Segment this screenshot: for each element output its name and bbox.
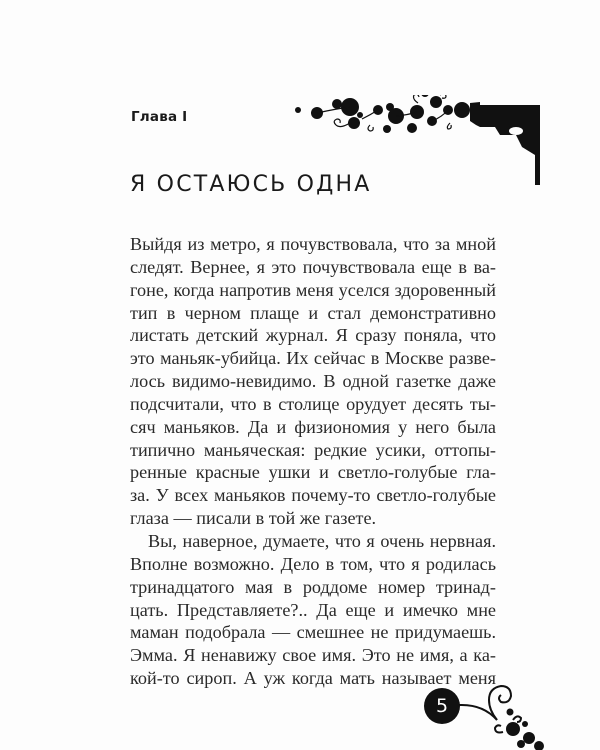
text-line: Вы, наверное, думаете, что я очень нервная. <box>148 530 496 551</box>
page-number-badge <box>424 688 460 724</box>
text-line: Эмма. Я ненавижу свое имя. Это не имя, а ка- <box>130 645 496 666</box>
text-line: гоне, когда напротив меня уселся здоровенный <box>130 279 496 300</box>
text-line: типично маньяческая: редкие усики, оттопы- <box>130 439 496 460</box>
text-line: Вполне возможно. Дело в том, что я родилась <box>130 553 496 574</box>
text-line: ренные красные ушки и светло-голубые гла- <box>130 462 496 483</box>
text-line: глаза — писали в той же газете. <box>130 508 377 529</box>
text-line: сяч маньяков. Да и физиономия у него была <box>130 416 496 437</box>
chapter-label: Глава I <box>131 109 188 125</box>
text-line: следят. Вернее, я это почувствовала еще в ва- <box>130 256 496 277</box>
text-line: цать. Представляете?.. Да еще и имечко мне <box>130 599 496 620</box>
text-line: тип в черном плаще и стал демонстративно <box>130 302 496 323</box>
text-line: тринадцатого мая в роддоме номер тринад- <box>130 576 496 597</box>
text-line: Выйдя из метро, я почувствовала, что за мной <box>130 234 496 254</box>
text-line: подсчитали, что в столице орудует десять ты- <box>130 393 496 414</box>
text-line: маман подобрала — смешнее не придумаешь. <box>130 622 496 643</box>
text-line: за. У всех маньяков почему-то светло-голубые <box>130 485 496 506</box>
text-line: это маньяк-убийца. Их сейчас в Москве разве- <box>130 348 496 369</box>
text-line: лось видимо-невидимо. В одной газетке даже <box>130 371 496 392</box>
chapter-title: Я ОСТАЮСЬ ОДНА <box>130 172 372 197</box>
text-line: листать детский журнал. Я сразу поняла, что <box>130 325 496 346</box>
body-text <box>130 233 496 690</box>
text-line: кой-то сироп. А уж когда мать называет меня <box>130 668 496 689</box>
swirl-ornament-icon <box>455 680 545 750</box>
page-number: 5 <box>424 688 460 724</box>
